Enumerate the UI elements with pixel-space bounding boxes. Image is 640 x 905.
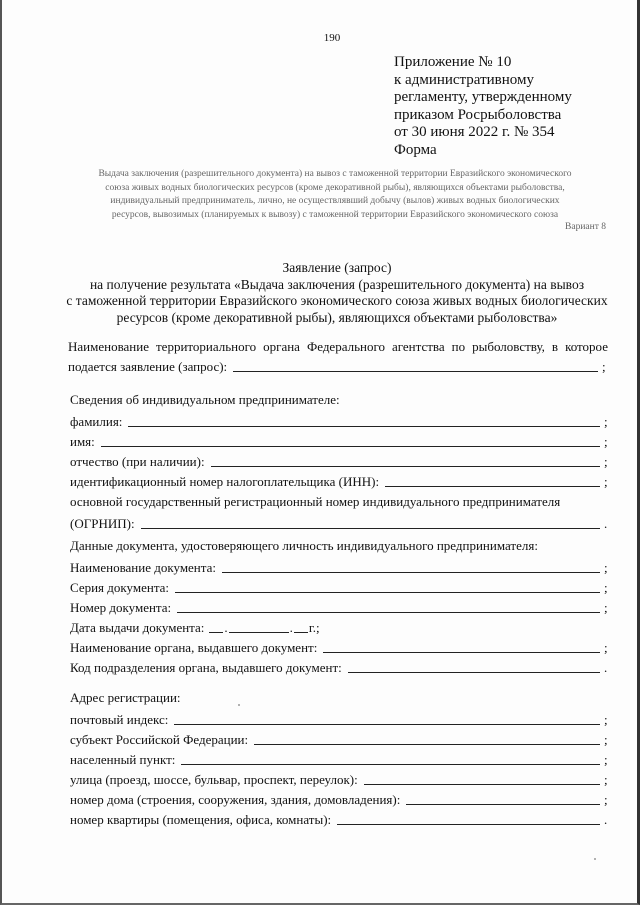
form-label: Форма xyxy=(394,141,437,158)
section-title: Данные документа, удостоверяющего личность индивидуального предпринимателя: xyxy=(70,538,538,553)
service-scope-text xyxy=(62,168,608,222)
apartment-number-input[interactable] xyxy=(337,824,600,825)
field-label: подается заявление (запрос): xyxy=(68,359,228,374)
field-end: ; xyxy=(604,792,608,807)
issue-day-input[interactable] xyxy=(209,620,223,633)
field-end: ; xyxy=(604,454,608,469)
field-label: Наименование документа: xyxy=(70,560,216,575)
field-end: . xyxy=(604,812,608,827)
appendix-block xyxy=(394,54,624,159)
scan-speck xyxy=(238,704,240,706)
form-row xyxy=(70,636,610,656)
form-row xyxy=(70,728,610,748)
form-row xyxy=(70,596,610,616)
appendix-line: от 30 июня 2022 г. № 354 xyxy=(394,124,555,140)
ogrnip-caption: основной государственный регистрационный номер индивидуального предпринимателя xyxy=(70,494,561,509)
territorial-body-input[interactable] xyxy=(233,371,598,372)
street-input[interactable] xyxy=(364,784,600,785)
form-row xyxy=(68,355,608,375)
issue-date-row xyxy=(70,616,610,636)
registration-address-section xyxy=(70,688,610,828)
form-row xyxy=(70,556,610,576)
house-number-input[interactable] xyxy=(406,804,600,805)
entrepreneur-section xyxy=(70,390,610,532)
field-end: ; xyxy=(604,752,608,767)
application-title xyxy=(42,260,632,326)
appendix-line: к административному xyxy=(394,71,534,88)
postal-code-input[interactable] xyxy=(174,724,600,725)
document-name-input[interactable] xyxy=(222,572,600,573)
issue-year-input[interactable] xyxy=(294,620,308,633)
field-label: почтовый индекс: xyxy=(70,712,169,727)
form-row xyxy=(70,470,610,490)
field-end: ; xyxy=(604,560,608,575)
field-end: ; xyxy=(604,600,608,615)
field-end: ; xyxy=(604,580,608,595)
form-row xyxy=(70,410,610,430)
field-label: Код подразделения органа, выдавшего документ: xyxy=(70,660,342,675)
form-row xyxy=(70,708,610,728)
date-separator: . xyxy=(289,620,293,635)
form-row xyxy=(70,430,610,450)
region-input[interactable] xyxy=(254,744,600,745)
field-end: ; xyxy=(602,359,606,374)
field-label: отчество (при наличии): xyxy=(70,454,205,469)
scope-line: Выдача заключения (разрешительного документа) на вывоз с таможенной территории Евразийского экономического xyxy=(98,169,572,179)
form-row xyxy=(70,768,610,788)
field-end: . xyxy=(604,660,608,675)
appendix-line: Приложение № 10 xyxy=(394,54,512,70)
field-label: Серия документа: xyxy=(70,580,170,595)
title-line: Заявление (запрос) xyxy=(282,260,392,275)
scope-line: ресурсов, вывозимых (планируемых к вывозу) с таможенной территории Евразийского экономического союза xyxy=(111,209,559,220)
field-end: ; xyxy=(604,434,608,449)
variant-label: Вариант 8 xyxy=(565,222,606,232)
title-line: на получение результата «Выдача заключения (разрешительного документа) на вывоз xyxy=(89,276,585,292)
issue-month-input[interactable] xyxy=(229,620,289,633)
form-row xyxy=(70,788,610,808)
locality-input[interactable] xyxy=(181,764,600,765)
form-row xyxy=(70,512,610,532)
form-row xyxy=(70,656,610,676)
identity-document-section xyxy=(70,536,610,676)
field-label: имя: xyxy=(70,434,95,449)
section-title: Сведения об индивидуальном предпринимателе: xyxy=(70,392,340,407)
field-label: фамилия: xyxy=(70,414,123,429)
field-label: субъект Российской Федерации: xyxy=(70,732,249,747)
appendix-line: приказом Росрыболовства xyxy=(394,106,562,123)
form-row xyxy=(70,748,610,768)
date-suffix: г.; xyxy=(308,620,320,635)
document-series-input[interactable] xyxy=(175,592,600,593)
scan-speck xyxy=(594,858,596,860)
field-label: (ОГРНИП): xyxy=(70,516,135,531)
scope-line: индивидуальный предприниматель, лично, не осуществлявший добычу (вылов) живых водных биологических xyxy=(110,196,560,206)
field-label: улица (проезд, шоссе, бульвар, проспект, переулок): xyxy=(70,772,358,787)
division-code-input[interactable] xyxy=(348,672,600,673)
field-end: ; xyxy=(604,414,608,429)
field-end: ; xyxy=(604,640,608,655)
issuing-authority-input[interactable] xyxy=(323,652,600,653)
appendix-line: регламенту, утвержденному xyxy=(394,89,572,105)
intro-text: Наименование территориального органа Федерального агентства по рыболовству, в которое xyxy=(68,339,608,354)
form-row xyxy=(70,450,610,470)
field-end: ; xyxy=(604,712,608,727)
field-end: . xyxy=(604,516,608,531)
scope-line: союза живых водных биологических ресурсов (кроме декоративной рыбы), являющихся объектами рыболовства, xyxy=(105,182,565,193)
title-line: ресурсов (кроме декоративной рыбы), являющихся объектами рыболовства» xyxy=(116,309,558,325)
document-number-input[interactable] xyxy=(177,612,600,613)
field-end: ; xyxy=(604,474,608,489)
territorial-body-field xyxy=(68,338,608,375)
date-separator: . xyxy=(224,620,228,635)
field-end: ; xyxy=(604,732,608,747)
field-label: номер квартиры (помещения, офиса, комнаты): xyxy=(70,812,332,827)
field-label: номер дома (строения, сооружения, здания, домовладения): xyxy=(70,792,401,807)
section-title: Адрес регистрации: xyxy=(70,690,181,705)
field-label: населенный пункт: xyxy=(70,752,176,767)
ogrnip-input[interactable] xyxy=(141,528,600,529)
field-label: Номер документа: xyxy=(70,600,172,615)
surname-input[interactable] xyxy=(128,426,600,427)
field-label: Наименование органа, выдавшего документ: xyxy=(70,640,318,655)
form-row xyxy=(70,808,610,828)
patronymic-input[interactable] xyxy=(211,466,600,467)
field-label: Дата выдачи документа: xyxy=(70,620,205,635)
form-row xyxy=(70,576,610,596)
field-end: ; xyxy=(604,772,608,787)
title-line: с таможенной территории Евразийского экономического союза живых водных биологических xyxy=(66,293,608,308)
first-name-input[interactable] xyxy=(101,446,600,447)
page-number: 190 xyxy=(323,32,341,44)
inn-input[interactable] xyxy=(385,486,600,487)
field-label: идентификационный номер налогоплательщика (ИНН): xyxy=(70,474,380,489)
